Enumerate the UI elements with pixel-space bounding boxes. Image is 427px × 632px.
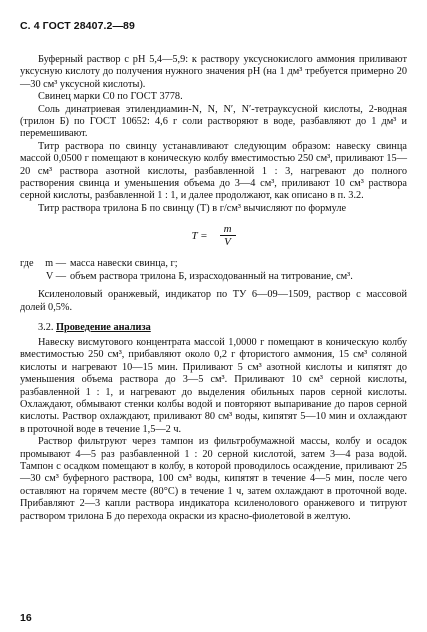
paragraph-buffer: Буферный раствор с рН 5,4—5,9: к раствору уксуснокислого аммония приливают уксусную кислоту до получения нужного значения рН (на 1 дм³ требуется примерно 20—30 см³ уксусной кислоты). xyxy=(20,54,407,90)
legend-v-symbol: V — xyxy=(45,270,66,282)
formula-lhs: T = xyxy=(191,229,208,242)
formula-legend xyxy=(20,258,407,283)
legend-intro: где xyxy=(20,258,34,270)
formula-denominator: V xyxy=(224,236,231,249)
legend-row-v xyxy=(20,271,407,283)
paragraph-trilon: Соль динатриевая этилендиамин-N, N, N′, N′-тетрауксусной кислоты, 2-водная (трилон Б) по ГОСТ 10652: 4,6 г соли растворяют в воде, разбавляют до 1 дм³ и перемешивают. xyxy=(20,103,407,140)
legend-v-text: объем раствора трилона Б, израсходованный на титрование, см³. xyxy=(70,270,353,282)
page-header: С. 4 ГОСТ 28407.2—89 xyxy=(20,20,135,32)
paragraph-lead: Свинец марки С0 по ГОСТ 3778. xyxy=(38,91,183,103)
legend-m-text: масса навески свинца, г; xyxy=(70,258,178,270)
section-heading xyxy=(20,322,407,333)
paragraph-procedure: Навеску висмутового концентрата массой 1,0000 г помещают в коническую колбу вместимостью 250 см³, прибавляют около 0,2 г фтористого аммония, 15 см³ соляной кислоты и нагревают 10—15 мин. Приливают 5 см³ азотной кислоты и кипятят до уменьшения объема раствора до 3—5 см³. Приливают 10 см³ серной кислоты, разбавленной 1 : 1, и нагревают до выделения обильных паров серной кислоты. Охлаждают, обмывают стенки колбы водой и повторяют выпаривание до паров серной кислоты. Раствор охлаждают, приливают 80 см³ воды, кипятят 5—10 мин и охлаждают в проточной воде в течение 1,5—2 ч. xyxy=(20,336,407,435)
paragraph-indicator: Ксиленоловый оранжевый, индикатор по ТУ 6—09—1509, раствор с массовой долей 0,5%. xyxy=(20,289,407,313)
page-number: 16 xyxy=(20,612,32,624)
titer-formula xyxy=(20,223,407,248)
legend-m-symbol: m — xyxy=(45,258,66,270)
legend-row-m xyxy=(20,258,407,270)
formula-fraction xyxy=(220,223,236,248)
paragraph-titer: Титр раствора по свинцу устанавливают следующим образом: навеску свинца массой 0,0500 г помещают в коническую колбу вместимостью 250 см³, приливают 15—20 см³ раствора азотной кислоты, разбавленной 1 : 3, нагревают до полного растворения свинца и уменьшения объема до 3—4 см³, приливают 10 см³ раствора серной кислоты, разбавленной 1 : 1, и далее продолжают, как описано в п. 3.2. xyxy=(20,140,407,202)
section-title: Проведение анализа xyxy=(56,321,151,333)
paragraph-filtration: Раствор фильтруют через тампон из фильтробумажной массы, колбу и осадок промывают 4—5 раз разбавленной 1 : 20 серной кислотой, затем 3—4 раза водой. Тампон с осадком помещают в колбу, в которой проводилось осаждение, приливают 25—30 см³ буферного раствора, 100 см³ воды, кипятят в течение 4—5 мин, после чего оставляют на горячем месте (80°С) в течение 1 ч, затем охлаждают в проточной воде. Прибавляют 2—3 капли раствора индикатора ксиленолового оранжевого и титруют раствором трилона Б до перехода окраски из красно-фиолетовой в желтую. xyxy=(20,436,407,522)
section-number: 3.2. xyxy=(38,321,54,333)
paragraph-formula-intro: Титр раствора трилона Б по свинцу (T) в г/см³ вычисляют по формуле xyxy=(38,202,347,214)
formula-numerator: m xyxy=(220,223,236,236)
